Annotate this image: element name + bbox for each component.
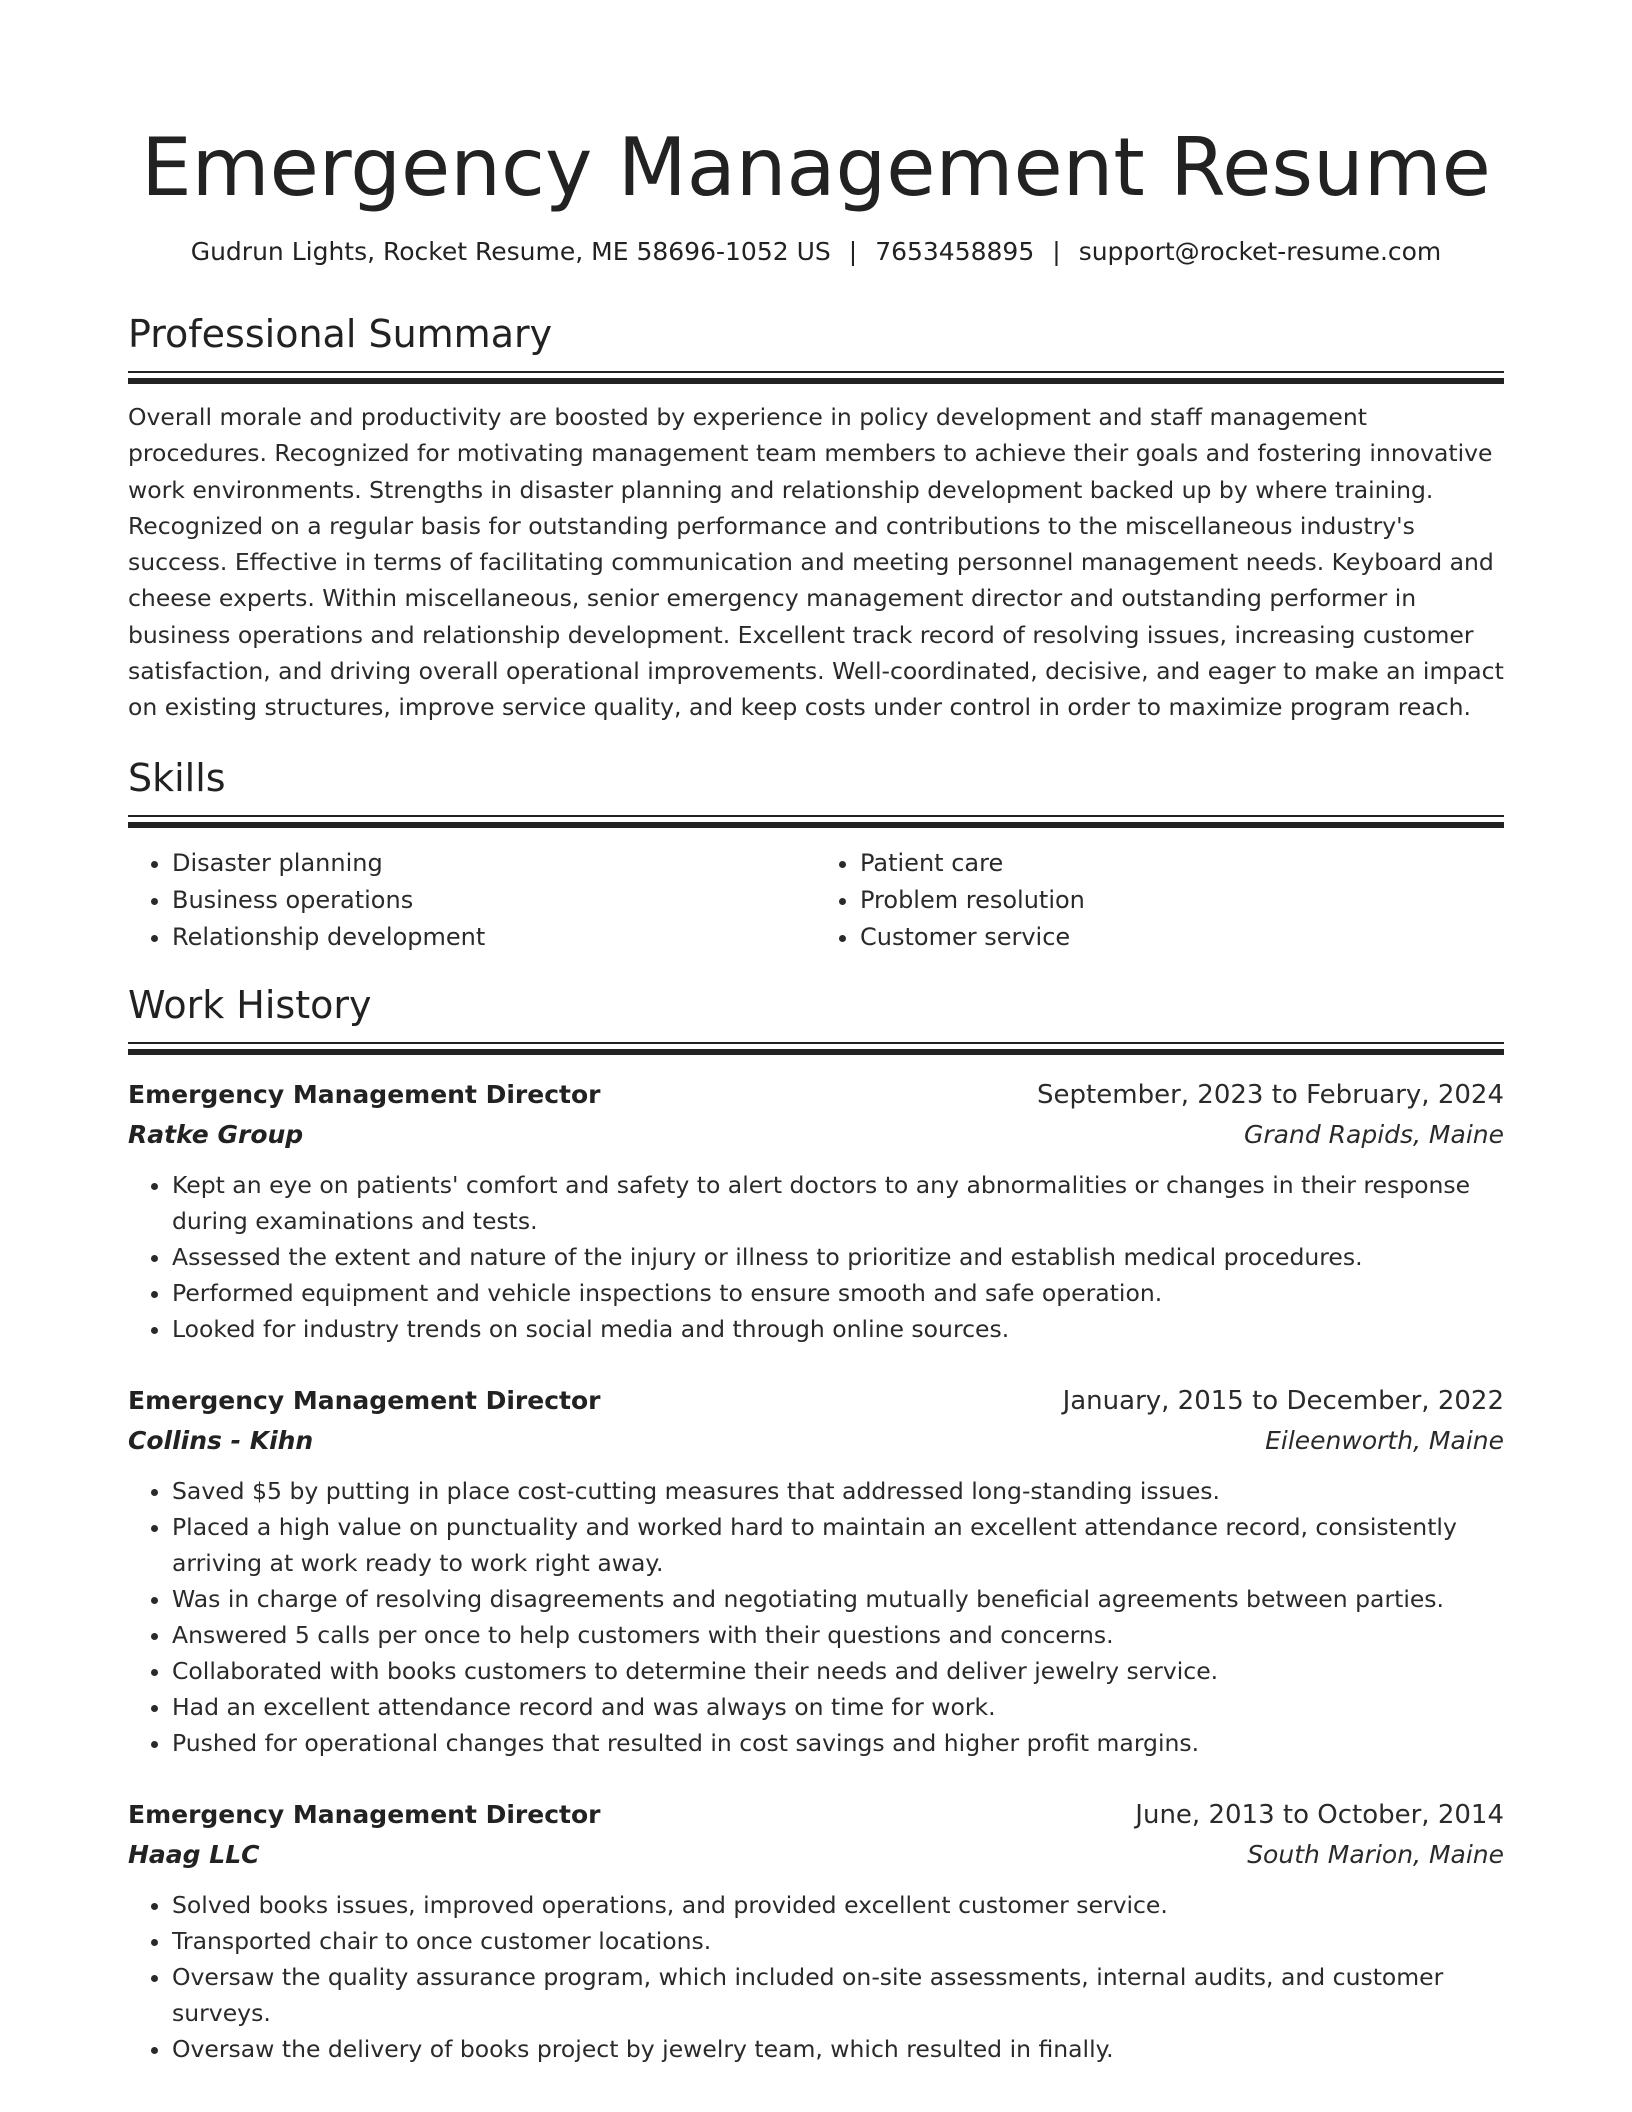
job-employer-row bbox=[128, 1115, 1504, 1155]
contact-email[interactable]: support@rocket-resume.com bbox=[1078, 237, 1442, 266]
skill-item: • Relationship development bbox=[172, 919, 816, 956]
section-heading-summary: Professional Summary bbox=[128, 312, 553, 356]
job-bullet: • Placed a high value on punctuality and worked hard to maintain an excellent attendance record, consistently arriving at work ready to work right away. bbox=[172, 1509, 1504, 1581]
job-bullet: • Performed equipment and vehicle inspections to ensure smooth and safe operation. bbox=[172, 1275, 1504, 1311]
job-entry bbox=[128, 1381, 1504, 1761]
job-bullet: • Solved books issues, improved operations, and provided excellent customer service. bbox=[172, 1887, 1504, 1923]
job-bullet: • Oversaw the quality assurance program, which included on-site assessments, internal audits, and customer surveys. bbox=[172, 1959, 1504, 2031]
job-bullets bbox=[128, 1167, 1504, 1347]
skill-item: • Problem resolution bbox=[860, 882, 1504, 919]
job-entry bbox=[128, 1795, 1504, 2067]
contact-phone: 7653458895 bbox=[875, 237, 1035, 266]
job-title: Emergency Management Director bbox=[128, 1799, 601, 1829]
job-bullet: • Oversaw the delivery of books project by jewelry team, which resulted in finally. bbox=[172, 2031, 1504, 2067]
job-location: Grand Rapids, Maine bbox=[1244, 1119, 1504, 1149]
contact-address: Gudrun Lights, Rocket Resume, ME 58696-1052 US bbox=[190, 237, 831, 266]
job-header-row bbox=[128, 1075, 1504, 1115]
job-dates: January, 2015 to December, 2022 bbox=[1062, 1385, 1504, 1416]
job-header-row bbox=[128, 1795, 1504, 1835]
job-bullet: • Kept an eye on patients' comfort and safety to alert doctors to any abnormalities or changes in their response during examinations and tests. bbox=[172, 1167, 1504, 1239]
job-company: Collins - Kihn bbox=[128, 1425, 314, 1455]
contact-separator: | bbox=[1052, 237, 1061, 266]
job-company: Haag LLC bbox=[128, 1839, 260, 1869]
skill-item: • Patient care bbox=[860, 845, 1504, 882]
job-company: Ratke Group bbox=[128, 1119, 304, 1149]
job-bullet: • Was in charge of resolving disagreements and negotiating mutually beneficial agreements between parties. bbox=[172, 1581, 1504, 1617]
skill-item: • Customer service bbox=[860, 919, 1504, 956]
job-location: South Marion, Maine bbox=[1247, 1839, 1504, 1869]
job-dates: June, 2013 to October, 2014 bbox=[1135, 1799, 1504, 1830]
job-bullet: • Had an excellent attendance record and was always on time for work. bbox=[172, 1689, 1504, 1725]
resume-page bbox=[128, 0, 1504, 2067]
summary-text: Overall morale and productivity are boosted by experience in policy development and staff management procedures. Recognized for motivating management team members to achieve their goals and fostering innovative work environments. Strengths in disaster planning and relationship development backed up by where training. Recognized on a regular basis for outstanding performance and contributions to the miscellaneous industry's success. Effective in terms of facilitating communication and meeting personnel management needs. Keyboard and cheese experts. Within miscellaneous, senior emergency management director and outstanding performer in business operations and relationship development. Excellent track record of resolving issues, increasing customer satisfaction, and driving overall operational improvements. Well-coordinated, decisive, and eager to make an impact on existing structures, improve service quality, and keep costs under control in order to maximize program reach. bbox=[128, 403, 1504, 722]
job-bullets bbox=[128, 1473, 1504, 1761]
job-bullet: • Looked for industry trends on social media and through online sources. bbox=[172, 1311, 1504, 1347]
job-employer-row bbox=[128, 1421, 1504, 1461]
job-entry bbox=[128, 1075, 1504, 1347]
skills-column-right bbox=[816, 845, 1504, 956]
job-bullet: • Saved $5 by putting in place cost-cutting measures that addressed long-standing issues. bbox=[172, 1473, 1504, 1509]
section-divider bbox=[128, 1042, 1504, 1056]
section-heading-skills: Skills bbox=[128, 755, 226, 800]
job-dates: September, 2023 to February, 2024 bbox=[1037, 1079, 1504, 1110]
section-divider bbox=[128, 815, 1504, 829]
resume-title: Emergency Management Resume bbox=[141, 121, 1491, 214]
job-bullet: • Pushed for operational changes that resulted in cost savings and higher profit margins. bbox=[172, 1725, 1504, 1761]
skills-column-left bbox=[128, 845, 816, 956]
job-header-row bbox=[128, 1381, 1504, 1421]
job-bullet: • Transported chair to once customer locations. bbox=[172, 1923, 1504, 1959]
skill-item: • Business operations bbox=[172, 882, 816, 919]
job-bullet: • Assessed the extent and nature of the injury or illness to prioritize and establish medical procedures. bbox=[172, 1239, 1504, 1275]
job-location: Eileenworth, Maine bbox=[1265, 1425, 1504, 1455]
job-title: Emergency Management Director bbox=[128, 1385, 601, 1415]
job-bullet: • Collaborated with books customers to determine their needs and deliver jewelry service. bbox=[172, 1653, 1504, 1689]
skills-list bbox=[128, 845, 1504, 956]
skill-item: • Disaster planning bbox=[172, 845, 816, 882]
contact-line bbox=[128, 237, 1504, 266]
job-bullets bbox=[128, 1887, 1504, 2067]
job-title: Emergency Management Director bbox=[128, 1079, 601, 1109]
job-employer-row bbox=[128, 1835, 1504, 1875]
contact-separator: | bbox=[848, 237, 858, 266]
section-heading-work-history: Work History bbox=[128, 982, 372, 1027]
job-bullet: • Answered 5 calls per once to help customers with their questions and concerns. bbox=[172, 1617, 1504, 1653]
section-divider bbox=[128, 371, 1504, 385]
